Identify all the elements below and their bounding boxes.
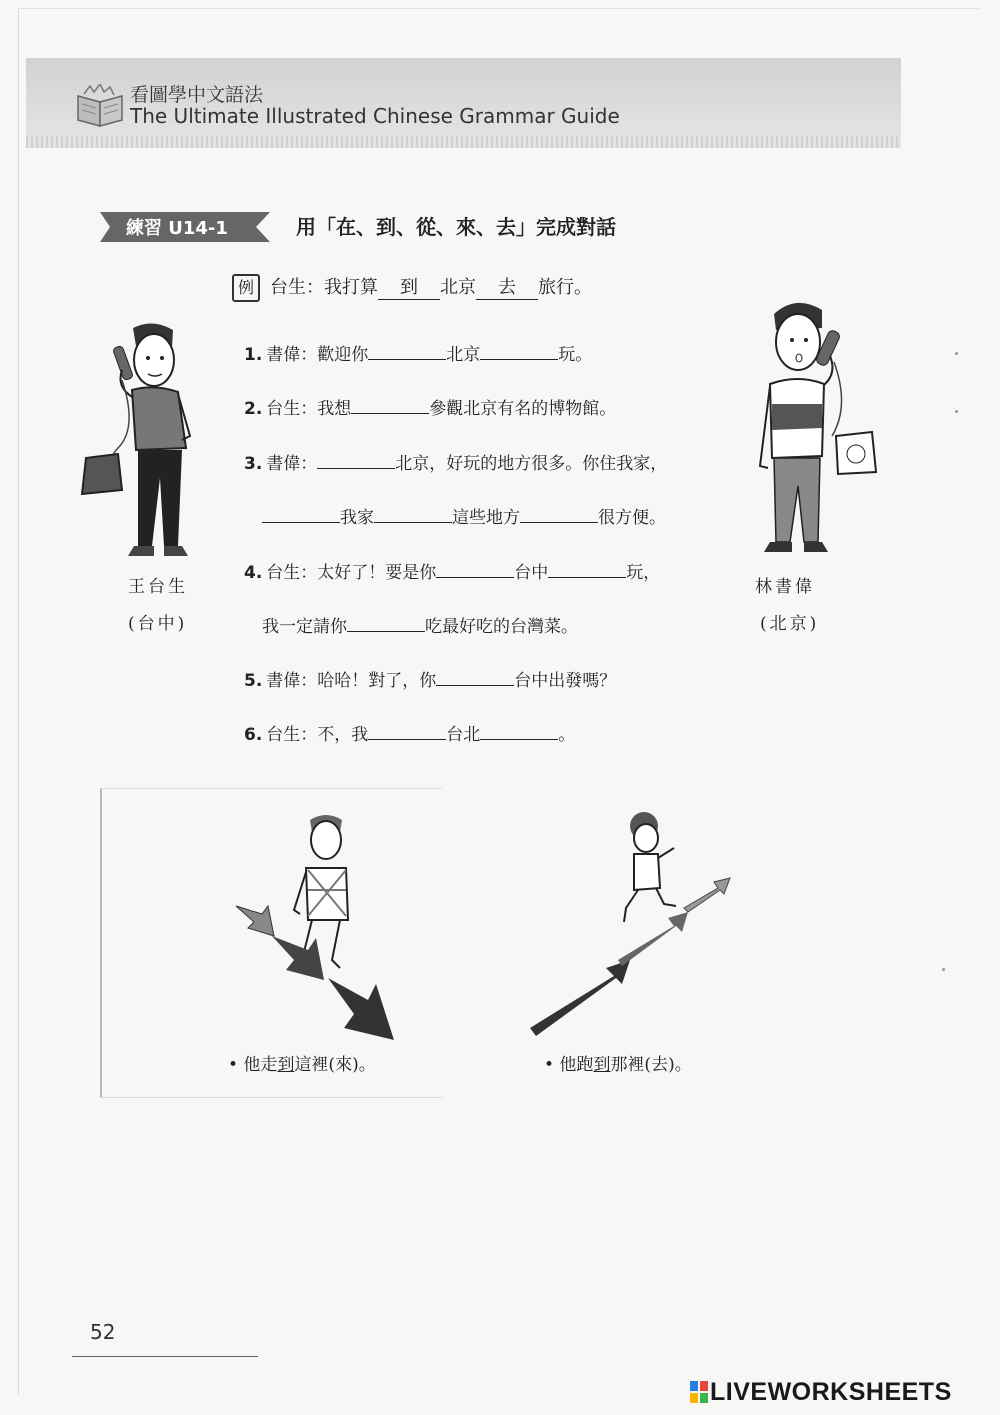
caption-underlined: 到 xyxy=(593,1055,611,1075)
left-character-name: 王台生 xyxy=(128,577,188,597)
answer-blank-4b[interactable] xyxy=(548,561,626,578)
right-caption xyxy=(544,1050,692,1075)
question-text: 書偉：哈哈！對了，你 xyxy=(266,671,437,691)
answer-blank-5a[interactable] xyxy=(436,669,514,686)
question-text: 台生：我想 xyxy=(266,399,352,419)
answer-blank-6a[interactable] xyxy=(368,723,446,740)
question-text: 。 xyxy=(558,725,576,745)
question-4-line-2 xyxy=(262,612,578,637)
caption-text: 這裡(來)。 xyxy=(294,1055,376,1075)
question-text: 台北 xyxy=(446,725,481,745)
question-5 xyxy=(244,666,616,691)
question-text: 書偉：歡迎你 xyxy=(266,345,369,365)
answer-blank-3a[interactable] xyxy=(317,452,395,469)
question-number: 6. xyxy=(244,725,263,745)
open-book-icon xyxy=(74,84,126,128)
page-number: 52 xyxy=(90,1320,116,1344)
question-2 xyxy=(244,394,616,419)
header-title-english: The Ultimate Illustrated Chinese Grammar Guide xyxy=(130,104,620,128)
question-number: 3. xyxy=(244,454,263,474)
exercise-instruction: 用「在、到、從、來、去」完成對話 xyxy=(296,215,616,239)
question-3 xyxy=(244,449,667,474)
left-character-city: (台中) xyxy=(128,614,188,634)
answer-blank-3c[interactable] xyxy=(374,506,452,523)
caption-text: • 他跑 xyxy=(544,1055,594,1075)
liveworksheets-logo-text: LIVEWORKSHEETS xyxy=(710,1378,952,1406)
walking-boy-with-arrows-illustration xyxy=(228,810,408,1050)
caption-text: 那裡(去)。 xyxy=(610,1055,692,1075)
example-line xyxy=(232,273,592,301)
question-text: 台中出發嗎？ xyxy=(514,671,617,691)
example-suffix: 旅行。 xyxy=(538,277,592,298)
question-number: 1. xyxy=(244,345,263,365)
answer-blank-1b[interactable] xyxy=(480,343,558,360)
answer-blank-4a[interactable] xyxy=(436,561,514,578)
question-text: 書偉： xyxy=(266,454,318,474)
question-text: 參觀北京有名的博物館。 xyxy=(429,399,617,419)
question-text: 我家 xyxy=(340,508,374,528)
right-character-name: 林書偉 xyxy=(755,577,815,597)
scan-mark xyxy=(942,968,945,971)
question-text: 台中 xyxy=(514,563,549,583)
example-middle: 北京 xyxy=(440,277,476,298)
caption-underlined: 到 xyxy=(277,1055,295,1075)
question-text: 這些地方 xyxy=(452,508,520,528)
footer-divider xyxy=(72,1356,258,1357)
question-1 xyxy=(244,340,592,365)
question-text: 玩。 xyxy=(558,345,593,365)
example-answer-2: 去 xyxy=(476,273,538,300)
left-caption xyxy=(228,1050,376,1075)
header-title-chinese: 看圖學中文語法 xyxy=(130,84,264,106)
exercise-tag: 練習 U14-1 xyxy=(126,218,228,239)
question-3-line-2 xyxy=(262,503,666,528)
answer-blank-4c[interactable] xyxy=(347,615,425,632)
question-text: 我一定請你 xyxy=(262,617,347,637)
question-4 xyxy=(244,558,660,583)
question-text: 很方便。 xyxy=(598,508,666,528)
liveworksheets-logo[interactable] xyxy=(690,1378,952,1407)
question-text: 台生：太好了！要是你 xyxy=(266,563,437,583)
answer-blank-6b[interactable] xyxy=(480,723,558,740)
scan-mark xyxy=(955,410,958,413)
answer-blank-1a[interactable] xyxy=(368,343,446,360)
answer-blank-3b[interactable] xyxy=(262,506,340,523)
scan-mark xyxy=(955,352,958,355)
question-number: 2. xyxy=(244,399,263,419)
answer-blank-2a[interactable] xyxy=(351,397,429,414)
question-text: 吃最好吃的台灣菜。 xyxy=(425,617,578,637)
man-on-phone-left-illustration xyxy=(78,318,208,563)
caption-text: • 他走 xyxy=(228,1055,278,1075)
question-6 xyxy=(244,720,575,745)
question-text: 台生：不，我 xyxy=(266,725,369,745)
question-text: 玩， xyxy=(626,563,661,583)
question-text: 北京，好玩的地方很多。你住我家， xyxy=(395,454,668,474)
running-girl-with-arrows-illustration xyxy=(526,808,746,1038)
example-badge: 例 xyxy=(232,274,260,302)
question-text: 北京 xyxy=(446,345,481,365)
right-character-city: (北京) xyxy=(760,614,820,634)
liveworksheets-logo-icon xyxy=(690,1381,708,1403)
man-on-phone-right-illustration xyxy=(752,296,882,556)
question-number: 5. xyxy=(244,671,263,691)
question-number: 4. xyxy=(244,563,263,583)
answer-blank-3d[interactable] xyxy=(520,506,598,523)
example-prefix: 台生：我打算 xyxy=(270,277,378,298)
example-answer-1: 到 xyxy=(378,273,440,300)
